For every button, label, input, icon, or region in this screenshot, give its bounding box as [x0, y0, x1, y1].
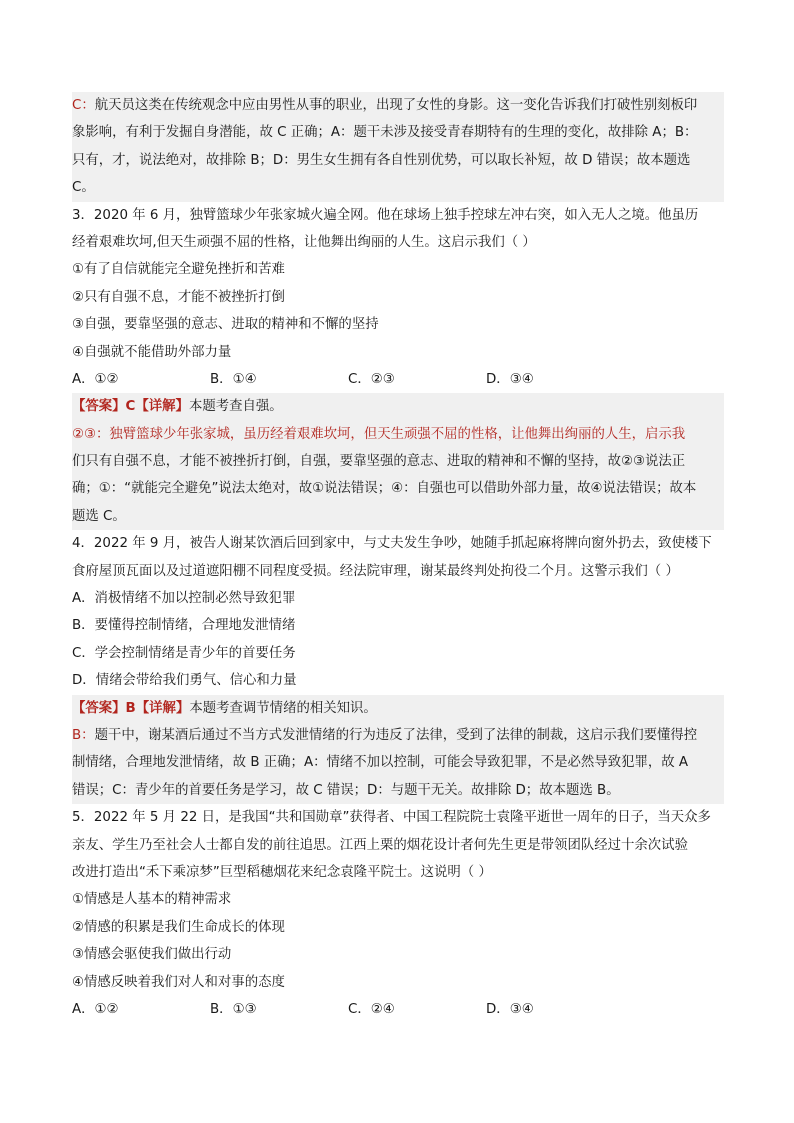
question-stem: 食府屋顶瓦面以及过道遮阳棚不同程度受损。经法院审理，谢某最终判处拘役二个月。这警示我们（ ）: [72, 563, 679, 579]
option-c: C．②③: [348, 371, 395, 387]
explain-line: 错误；C：青少年的首要任务是学习，故 C 错误；D：与题干无关。故排除 D；故本题选 B。: [72, 777, 724, 804]
explain-line: 确；①：“就能完全避免”说法太绝对，故①说法错误；④：自强也可以借助外部力量，故④说法错误；故本: [72, 475, 724, 502]
answer-tag: 【答案】B【详解】: [72, 700, 190, 716]
question-stem: 亲友、学生乃至社会人士都自发的前往追思。江西上栗的烟花设计者何先生更是带领团队经过十余次试验: [72, 837, 688, 853]
option-b: B．①③: [210, 1001, 257, 1017]
document-page: [72, 92, 724, 1023]
statement-4: ④情感反映着我们对人和对事的态度: [72, 974, 285, 990]
explain-line: 象影响，有利于发掘自身潜能，故 C 正确；A：题干未涉及接受青春期特有的生理的变化，故排除 A；B：: [72, 119, 724, 146]
option-d: D．③④: [486, 1001, 534, 1017]
answer-line: 【答案】B【详解】本题考查调节情绪的相关知识。: [72, 695, 724, 722]
question-stem: 3．2020 年 6 月，独臂篮球少年张家城火遍全网。他在球场上独手控球左冲右突，如入无人之境。他虽历: [72, 207, 699, 223]
explain-line: B：题干中，谢某酒后通过不当方式发泄情绪的行为违反了法律，受到了法律的制裁，这启示我们要懂得控: [72, 722, 724, 749]
statement-4: ④自强就不能借助外部力量: [72, 344, 232, 360]
question-4: [72, 530, 724, 804]
statement-1: ①有了自信就能完全避免挫折和苦难: [72, 262, 285, 278]
prev-explanation: [72, 92, 724, 202]
question-stem: 4．2022 年 9 月，被告人谢某饮酒后回到家中，与丈夫发生争吵，她随手抓起麻将牌向窗外扔去，致使楼下: [72, 536, 712, 552]
explain-line: 制情绪，合理地发泄情绪，故 B 正确；A：情绪不加以控制，可能会导致犯罪，不是必然导致犯罪，故 A: [72, 749, 724, 776]
option-a: A．消极情绪不加以控制必然导致犯罪: [72, 591, 296, 607]
explain-line: 题选 C。: [72, 503, 724, 530]
statement-3: ③自强，要靠坚强的意志、进取的精神和不懈的坚持: [72, 317, 379, 333]
answer-line: 【答案】C【详解】本题考查自强。: [72, 393, 724, 420]
explain-line: 们只有自强不息，才能不被挫折打倒，自强，要靠坚强的意志、进取的精神和不懈的坚持，故②③说法正: [72, 448, 724, 475]
statement-3: ③情感会驱使我们做出行动: [72, 947, 232, 963]
option-c: C．学会控制情绪是青少年的首要任务: [72, 645, 296, 661]
question-stem: 经着艰难坎坷,但天生顽强不屈的性格，让他舞出绚丽的人生。这启示我们（ ）: [72, 234, 536, 250]
option-b: B．①④: [210, 371, 257, 387]
statement-2: ②只有自强不息，才能不被挫折打倒: [72, 289, 285, 305]
option-a: A．①②: [72, 1001, 119, 1017]
option-c: C．②④: [348, 1001, 395, 1017]
option-a: A．①②: [72, 371, 119, 387]
question-stem: 5．2022 年 5 月 22 日，是我国“共和国勋章”获得者、中国工程院院士袁隆平逝世一周年的日子，当天众多: [72, 810, 711, 826]
explain-line: 只有，才，说法绝对，故排除 B；D：男生女生拥有各自性别优势，可以取长补短，故 D 错误；故本题选: [72, 147, 724, 174]
option-b: B．要懂得控制情绪，合理地发泄情绪: [72, 618, 296, 634]
statement-2: ②情感的积累是我们生命成长的体现: [72, 919, 285, 935]
explain-line: C。: [72, 174, 724, 201]
explain-line: ②③：独臂篮球少年张家城，虽历经着艰难坎坷，但天生顽强不屈的性格，让他舞出绚丽的人生，启示我: [72, 421, 724, 448]
explain-line: C：航天员这类在传统观念中应由男性从事的职业，出现了女性的身影。这一变化告诉我们打破性别刻板印: [72, 92, 724, 119]
option-d: D．③④: [486, 371, 534, 387]
options-row: [72, 996, 724, 1023]
statement-1: ①情感是人基本的精神需求: [72, 892, 232, 908]
question-3: [72, 202, 724, 531]
option-d: D．情绪会带给我们勇气、信心和力量: [72, 673, 297, 689]
options-row: [72, 366, 724, 393]
question-5: [72, 804, 724, 1023]
answer-tag: 【答案】C【详解】: [72, 399, 189, 415]
question-stem: 改进打造出“禾下乘凉梦”巨型稻穗烟花来纪念袁隆平院士。这说明（ ）: [72, 864, 492, 880]
